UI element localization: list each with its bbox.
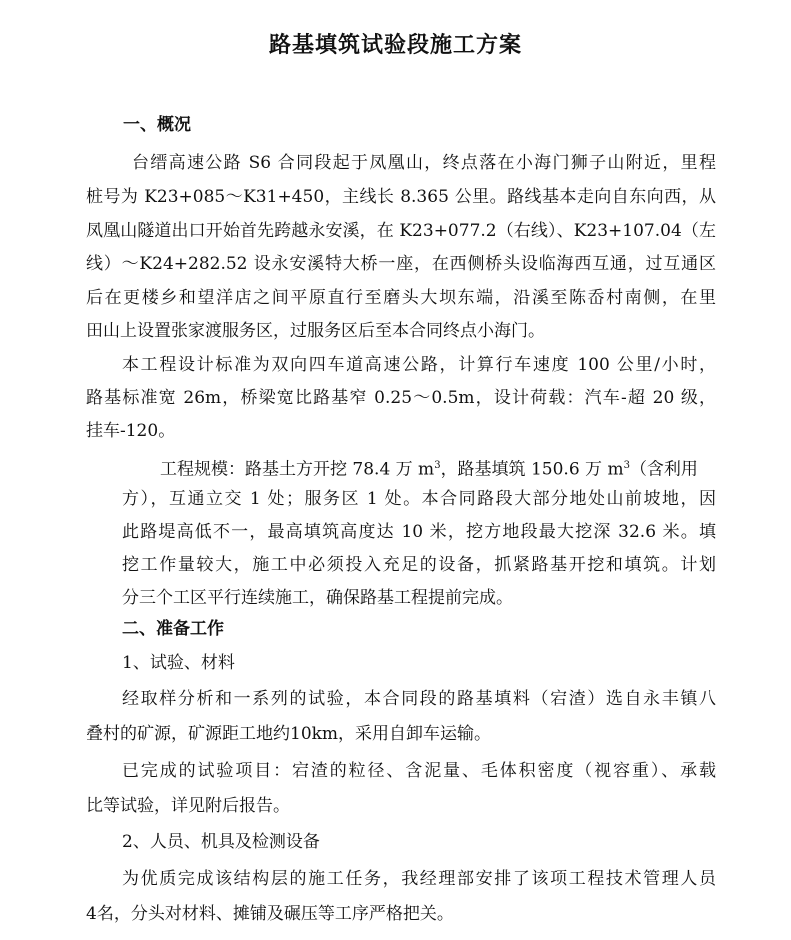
subheading-materials: 1、试验、材料 xyxy=(122,653,235,673)
paragraph-line: 挂车-120。 xyxy=(86,421,176,441)
paragraph-line: 挖工作量较大，施工中必须投入充足的设备，抓紧路基开挖和填筑。计划 xyxy=(122,555,716,575)
paragraph-line: 比等试验，详见附后报告。 xyxy=(86,796,290,816)
paragraph-line xyxy=(160,455,716,481)
paragraph-line: 路基标准宽 26m，桥梁宽比路基窄 0.25～0.5m，设计荷载：汽车-超 20 级， xyxy=(86,388,716,408)
paragraph-line: 线）～K24+282.52 设永安溪特大桥一座，在西侧桥头设临海西互通，过互通区 xyxy=(86,254,716,274)
paragraph-line: 叠村的矿源，矿源距工地约10km，采用自卸车运输。 xyxy=(86,724,492,744)
text-span: ，路基填筑 150.6 万 m xyxy=(440,459,624,480)
text-span: （含利用 xyxy=(629,459,698,480)
paragraph-line: 此路堤高低不一，最高填筑高度达 10 米，挖方地段最大挖深 32.6 米。填 xyxy=(122,522,716,542)
paragraph-line: 方），互通立交 1 处；服务区 1 处。本合同路段大部分地处山前坡地，因 xyxy=(122,489,716,509)
section-heading-overview: 一、概况 xyxy=(123,115,191,135)
paragraph-line: 分三个工区平行连续施工，确保路基工程提前完成。 xyxy=(122,588,513,608)
subheading-personnel: 2、人员、机具及检测设备 xyxy=(122,832,320,852)
section-heading-preparation: 二、准备工作 xyxy=(122,619,224,639)
paragraph-line: 桩号为 K23+085～K31+450，主线长 8.365 公里。路线基本走向自东向西，从 xyxy=(86,187,716,207)
superscript: 3 xyxy=(623,460,630,471)
superscript: 3 xyxy=(434,460,441,471)
document-title: 路基填筑试验段施工方案 xyxy=(268,32,522,58)
text-span: 工程规模：路基土方开挖 78.4 万 m xyxy=(160,459,435,480)
paragraph-line: 经取样分析和一系列的试验，本合同段的路基填料（宕渣）选自永丰镇八 xyxy=(122,689,716,709)
paragraph-line: 田山上设置张家渡服务区，过服务区后至本合同终点小海门。 xyxy=(86,321,545,341)
paragraph-line: 台缙高速公路 S6 合同段起于凤凰山，终点落在小海门狮子山附近，里程 xyxy=(132,153,716,173)
paragraph-line: 后在更楼乡和望洋店之间平原直行至磨头大坝东端，沿溪至陈岙村南侧，在里 xyxy=(86,288,716,308)
paragraph-line: 已完成的试验项目：宕渣的粒径、含泥量、毛体积密度（视容重）、承载 xyxy=(122,761,716,781)
paragraph-line: 为优质完成该结构层的施工任务，我经理部安排了该项工程技术管理人员 xyxy=(122,869,716,889)
paragraph-line: 本工程设计标准为双向四车道高速公路，计算行车速度 100 公里/小时， xyxy=(122,355,716,375)
paragraph-line: 凤凰山隧道出口开始首先跨越永安溪，在 K23+077.2（右线）、K23+107.04（左 xyxy=(86,221,716,241)
paragraph-line: 4名，分头对材料、摊铺及碾压等工序严格把关。 xyxy=(86,904,454,924)
